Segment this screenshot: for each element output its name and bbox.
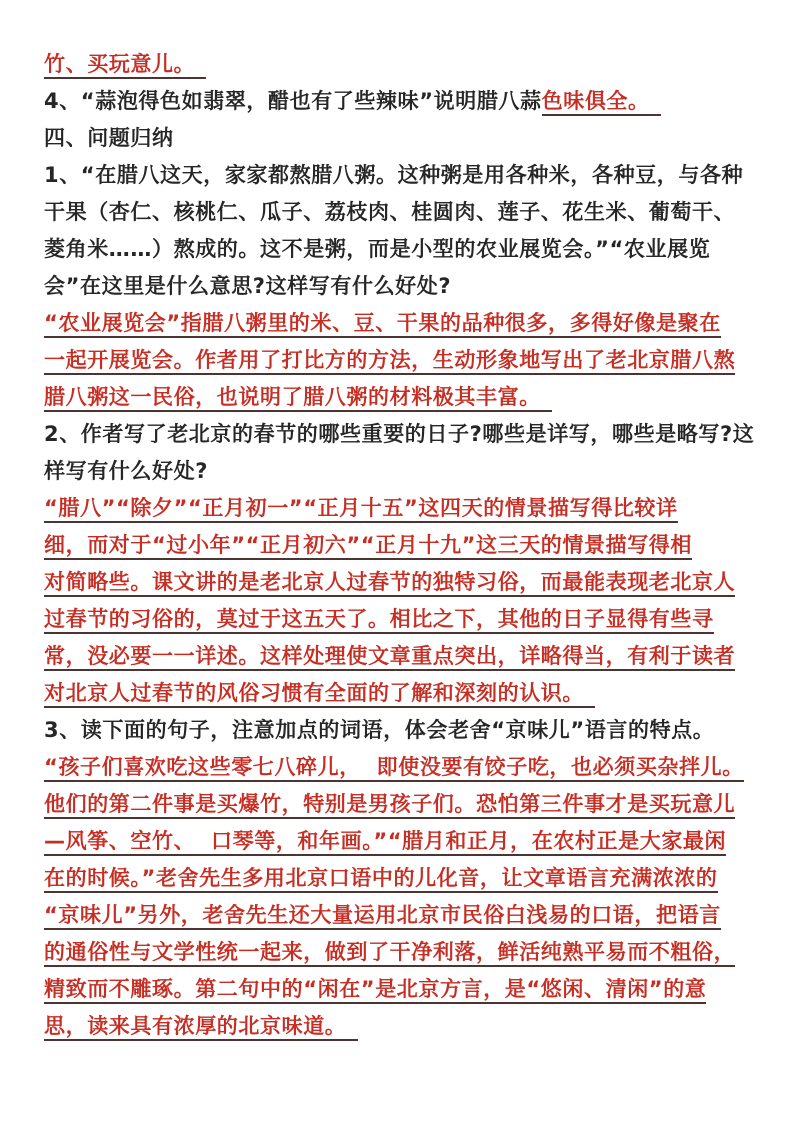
text-line: [44, 527, 763, 564]
text-line: [44, 934, 763, 971]
answer-text-run: 精致而不雕琢。第二句中的“闲在”是北京方言，是“悠闲、清闲”的意: [44, 977, 706, 1004]
answer-text-run: 一起开展览会。作者用了打比方的方法，生动形象地写出了老北京腊八熬: [44, 348, 735, 375]
text-line: [44, 268, 763, 305]
answer-text-run: 在的时候。”老舍先生多用北京口语中的儿化音，让文章语言充满浓浓的: [44, 866, 718, 893]
text-line: [44, 601, 763, 638]
answer-text-run: 过春节的习俗的，莫过于这五天了。相比之下，其他的日子显得有些寻: [44, 607, 714, 634]
text-line: [44, 971, 763, 1008]
answer-text-run: 常，没必要一一详述。这样处理使文章重点突出，详略得当，有利于读者: [44, 644, 735, 671]
answer-text-run: 腊八粥这一民俗，也说明了腊八粥的材料极其丰富。: [44, 385, 552, 412]
text-line: [44, 194, 763, 231]
text-line: [44, 860, 763, 897]
answer-text-run: “孩子们喜欢吃这些零七八碎儿， 即使没要有饺子吃，也必须买杂拌儿。: [44, 755, 744, 782]
text-line: [44, 157, 763, 194]
answer-text-run: “腊八”“除夕”“正月初一”“正月十五”这四天的情景描写得比较详: [44, 496, 678, 523]
text-line: [44, 46, 763, 83]
text-line: [44, 712, 763, 749]
text-line: [44, 1008, 763, 1045]
text-line: [44, 897, 763, 934]
text-line: [44, 231, 763, 268]
question-text-run: 1、“在腊八这天，家家都熬腊八粥。这种粥是用各种米，各种豆，与各种: [44, 163, 744, 187]
answer-text-run: 色味俱全。: [542, 89, 661, 116]
question-text-run: 会”在这里是什么意思?这样写有什么好处?: [44, 274, 452, 298]
question-text-run: 4、“蒜泡得色如翡翠，醋也有了些辣味”说明腊八蒜: [44, 89, 542, 113]
text-line: [44, 564, 763, 601]
text-line: [44, 83, 763, 120]
answer-text-run: 思，读来具有浓厚的北京味道。: [44, 1014, 358, 1041]
text-line: [44, 342, 763, 379]
answer-text-run: —风筝、空竹、 口琴等，和年画。”“腊月和正月，在农村正是大家最闲: [44, 829, 726, 856]
question-text-run: 菱角米……）熬成的。这不是粥，而是小型的农业展览会。”“农业展览: [44, 237, 711, 261]
text-line: [44, 749, 763, 786]
answer-text-run: 他们的第二件事是买爆竹，特别是男孩子们。恐怕第三件事才是买玩意儿: [44, 792, 735, 819]
text-line: [44, 379, 763, 416]
text-line: [44, 490, 763, 527]
text-line: [44, 823, 763, 860]
text-line: [44, 453, 763, 490]
text-line: [44, 675, 763, 712]
text-line: [44, 786, 763, 823]
question-text-run: 干果（杏仁、核桃仁、瓜子、荔枝肉、桂圆肉、莲子、花生米、葡萄干、: [44, 200, 736, 224]
question-text-run: 3、读下面的句子，注意加点的词语，体会老舍“京味儿”语言的特点。: [44, 718, 715, 742]
text-line: [44, 305, 763, 342]
answer-text-run: 细，而对于“过小年”“正月初六”“正月十九”这三天的情景描写得相: [44, 533, 692, 560]
answer-text-run: 的通俗性与文学性统一起来，做到了干净利落，鲜活纯熟平易而不粗俗，: [44, 940, 735, 967]
answer-text-run: 对北京人过春节的风俗习惯有全面的了解和深刻的认识。: [44, 681, 595, 708]
answer-text-run: 竹、买玩意儿。: [44, 52, 206, 79]
answer-text-run: “农业展览会”指腊八粥里的米、豆、干果的品种很多，多得好像是聚在: [44, 311, 721, 338]
question-text-run: 四、问题归纳: [44, 126, 174, 150]
question-text-run: 2、作者写了老北京的春节的哪些重要的日子?哪些是详写，哪些是略写?这: [44, 422, 755, 446]
answer-text-run: “京味儿”另外，老舍先生还大量运用北京市民俗白浅易的口语，把语言: [44, 903, 721, 930]
question-text-run: 样写有什么好处?: [44, 459, 208, 483]
answer-text-run: 对简略些。课文讲的是老北京人过春节的独特习俗，而最能表现老北京人: [44, 570, 735, 597]
text-line: [44, 120, 763, 157]
text-line: [44, 638, 763, 675]
text-line: [44, 416, 763, 453]
